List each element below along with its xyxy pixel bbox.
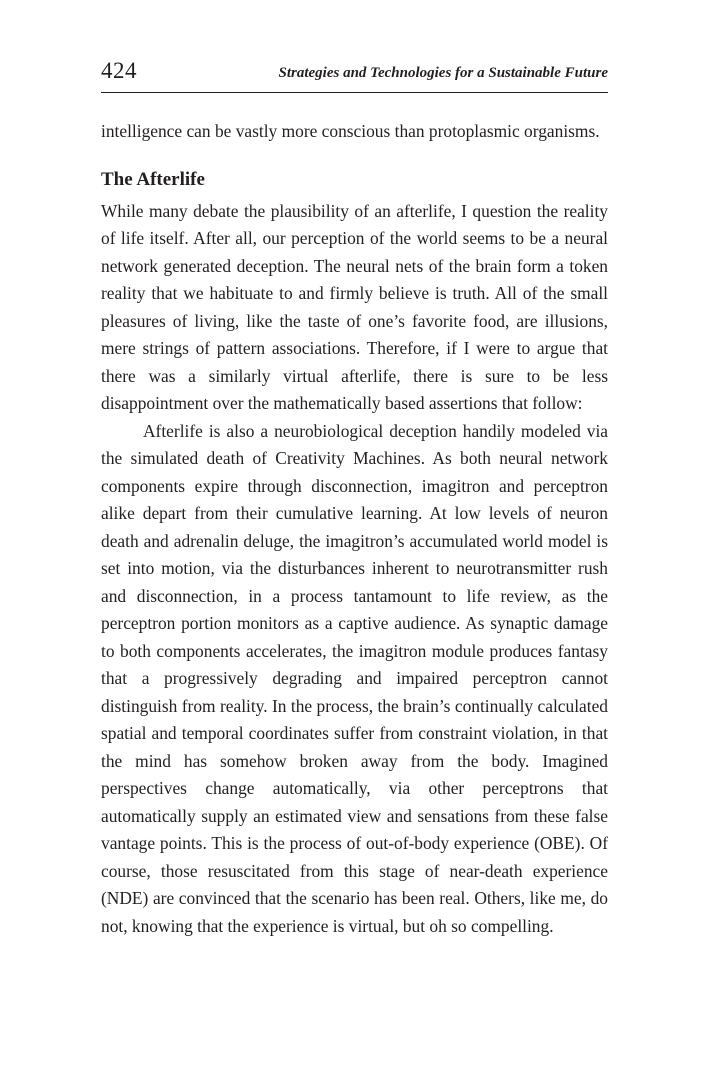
continued-paragraph: intelligence can be vastly more conscious than protoplasmic organisms.	[101, 121, 600, 141]
page-number: 424	[101, 58, 137, 83]
running-header	[101, 56, 608, 93]
paragraph-afterlife-deception: Afterlife is also a neurobiological deception handily modeled via the simulated death of Creativity Machines. As both neural network components expire through disconnection, imagitron and perceptron alike depart from their cumulative learning. At low levels of neuron death and adrenalin deluge, the imagitron’s accumulated world model is set into motion, via the disturbances inherent to neurotransmitter rush and disconnection, in a process tantamount to life review, as the perceptron portion monitors as a captive audience. As synaptic damage to both components accelerates, the imagitron module produces fantasy that a progressively degrading and impaired perceptron cannot distinguish from reality. In the process, the brain’s continually calculated spatial and temporal coordinates suffer from constraint violation, in that the mind has somehow broken away from the body. Imagined perspectives change automatically, via other perceptrons that automatically supply an estimated view and sensations from these false vantage points. This is the process of out-of-body experience (OBE). Of course, those resuscitated from this stage of near-death experience (NDE) are convinced that the scenario has been real. Others, like me, do not, knowing that the experience is virtual, but oh so compelling.	[101, 420, 608, 936]
paragraph-afterlife-intro: While many debate the plausibility of an afterlife, I question the reality of life itself. After all, our perception of the world seems to be a neural network generated deception. The neural nets of the brain form a token reality that we habituate to and firmly believe is truth. All of the small pleasures of living, like the taste of one’s favorite food, are illusions, mere strings of pattern associations. Therefore, if I were to argue that there was a similarly virtual afterlife, there is sure to be less disappointment over the mathematically based assertions that follow:	[101, 200, 608, 413]
section-heading: The Afterlife	[101, 168, 205, 190]
book-title: Strategies and Technologies for a Sustainable Future	[278, 65, 608, 81]
page-body	[101, 118, 608, 940]
